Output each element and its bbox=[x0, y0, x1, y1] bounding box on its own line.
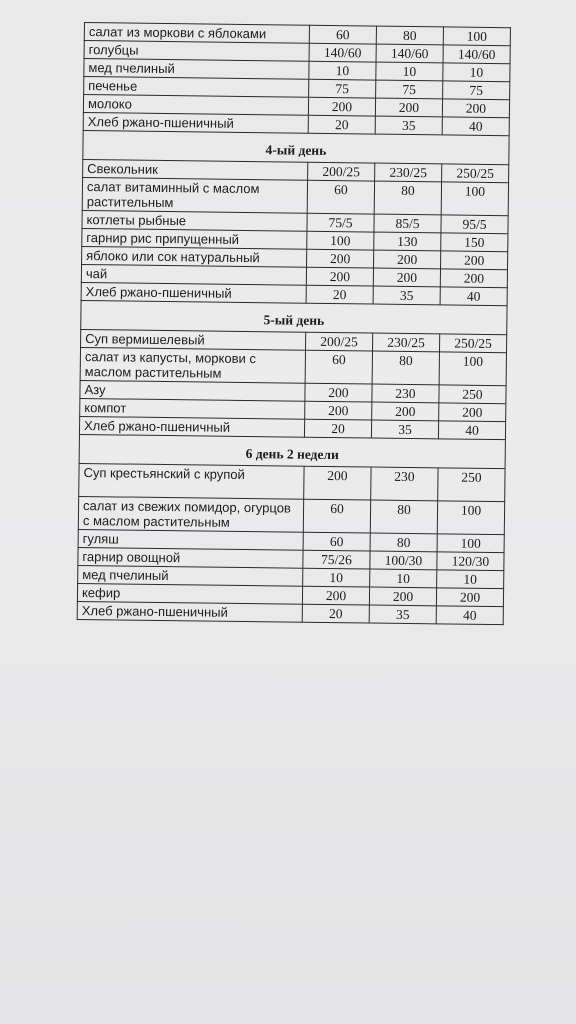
portion-value: 20 bbox=[308, 115, 375, 134]
portion-value: 200 bbox=[436, 588, 503, 607]
portion-value: 20 bbox=[304, 419, 371, 438]
portion-value: 130 bbox=[374, 232, 441, 251]
portion-value: 140/60 bbox=[443, 45, 510, 64]
portion-value: 250/25 bbox=[439, 334, 506, 353]
dish-name: салат витаминный с маслом растительным bbox=[82, 177, 307, 213]
portion-value: 200 bbox=[305, 401, 372, 420]
portion-value: 140/60 bbox=[376, 44, 443, 63]
portion-value: 100 bbox=[441, 182, 508, 216]
dish-name: печенье bbox=[84, 77, 309, 98]
portion-value: 35 bbox=[373, 286, 440, 305]
portion-value: 10 bbox=[443, 63, 510, 82]
portion-value: 100 bbox=[437, 534, 504, 553]
portion-value: 230 bbox=[372, 384, 439, 403]
portion-value: 200 bbox=[308, 97, 375, 116]
dish-name: гуляш bbox=[78, 529, 303, 550]
portion-value: 40 bbox=[436, 606, 503, 625]
dish-name: чай bbox=[81, 264, 306, 285]
portion-value: 80 bbox=[374, 181, 441, 215]
portion-value: 250/25 bbox=[442, 164, 509, 183]
portion-value: 10 bbox=[376, 62, 443, 81]
portion-value: 35 bbox=[369, 605, 436, 624]
portion-value: 20 bbox=[306, 285, 373, 304]
portion-value: 85/5 bbox=[374, 214, 441, 233]
dish-name: салат из свежих помидор, огурцов с маслом растительным bbox=[78, 496, 303, 532]
portion-value: 75 bbox=[376, 80, 443, 99]
portion-value: 200/25 bbox=[308, 162, 375, 181]
portion-value: 150 bbox=[441, 233, 508, 252]
portion-value: 100/30 bbox=[370, 551, 437, 570]
dish-name: мед пчелиный bbox=[78, 565, 303, 586]
portion-value: 60 bbox=[309, 25, 376, 44]
dish-name: гарнир овощной bbox=[78, 547, 303, 568]
table-row bbox=[78, 496, 504, 534]
portion-value: 230/25 bbox=[373, 333, 440, 352]
dish-name: Свекольник bbox=[83, 159, 308, 180]
portion-value: 60 bbox=[305, 350, 372, 384]
portion-value: 40 bbox=[442, 117, 509, 136]
portion-value: 100 bbox=[439, 352, 506, 386]
day-title: 6 день 2 недели bbox=[79, 434, 505, 468]
portion-value: 60 bbox=[303, 532, 370, 551]
dish-name: Хлеб ржано-пшеничный bbox=[77, 601, 302, 622]
portion-value: 35 bbox=[375, 116, 442, 135]
portion-value: 200 bbox=[304, 466, 371, 500]
dish-name: голубцы bbox=[84, 41, 309, 62]
portion-value: 120/30 bbox=[437, 552, 504, 571]
table-row bbox=[77, 601, 503, 624]
portion-value: 100 bbox=[443, 27, 510, 46]
dish-name: гарнир рис припущенный bbox=[82, 228, 307, 249]
portion-value: 200 bbox=[439, 403, 506, 422]
portion-value: 20 bbox=[302, 604, 369, 623]
menu-table-body bbox=[77, 23, 510, 625]
day-title: 5-ый день bbox=[81, 300, 507, 334]
portion-value: 200 bbox=[440, 269, 507, 288]
portion-value: 200 bbox=[373, 268, 440, 287]
portion-value: 140/60 bbox=[309, 43, 376, 62]
portion-value: 200 bbox=[305, 383, 372, 402]
table-row bbox=[79, 463, 505, 501]
portion-value: 200 bbox=[375, 98, 442, 117]
dish-name: Хлеб ржано-пшеничный bbox=[81, 282, 306, 303]
menu-table bbox=[77, 22, 511, 625]
portion-value: 10 bbox=[370, 569, 437, 588]
dish-name: котлеты рыбные bbox=[82, 210, 307, 231]
dish-name: Азу bbox=[80, 380, 305, 401]
portion-value: 230/25 bbox=[375, 163, 442, 182]
day-title: 4-ый день bbox=[83, 130, 509, 164]
portion-value: 10 bbox=[303, 568, 370, 587]
portion-value: 200 bbox=[374, 250, 441, 269]
portion-value: 200 bbox=[369, 587, 436, 606]
portion-value: 80 bbox=[376, 26, 443, 45]
dish-name: Хлеб ржано-пшеничный bbox=[79, 416, 304, 437]
dish-name: салат из моркови с яблоками bbox=[84, 23, 309, 44]
portion-value: 10 bbox=[437, 570, 504, 589]
dish-name: компот bbox=[80, 398, 305, 419]
portion-value: 230 bbox=[371, 467, 438, 501]
dish-name: мед пчелиный bbox=[84, 59, 309, 80]
portion-value: 250 bbox=[438, 468, 505, 502]
portion-value: 100 bbox=[437, 501, 504, 535]
table-row bbox=[82, 177, 508, 215]
portion-value: 60 bbox=[307, 180, 374, 214]
portion-value: 40 bbox=[438, 421, 505, 440]
portion-value: 75/26 bbox=[303, 550, 370, 569]
portion-value: 80 bbox=[372, 351, 439, 385]
table-row bbox=[80, 347, 506, 385]
portion-value: 200 bbox=[442, 99, 509, 118]
dish-name: Суп крестьянский с крупой bbox=[79, 463, 304, 499]
portion-value: 200 bbox=[372, 402, 439, 421]
portion-value: 40 bbox=[440, 287, 507, 306]
portion-value: 200/25 bbox=[306, 332, 373, 351]
portion-value: 60 bbox=[303, 499, 370, 533]
portion-value: 100 bbox=[307, 231, 374, 250]
dish-name: кефир bbox=[77, 583, 302, 604]
portion-value: 80 bbox=[370, 533, 437, 552]
dish-name: Суп вермишелевый bbox=[81, 329, 306, 350]
portion-value: 75/5 bbox=[307, 213, 374, 232]
portion-value: 200 bbox=[302, 586, 369, 605]
dish-name: салат из капусты, моркови с маслом растительным bbox=[80, 347, 305, 383]
portion-value: 75 bbox=[443, 81, 510, 100]
portion-value: 250 bbox=[439, 385, 506, 404]
dish-name: молоко bbox=[83, 95, 308, 116]
portion-value: 35 bbox=[371, 420, 438, 439]
portion-value: 75 bbox=[309, 79, 376, 98]
dish-name: Хлеб ржано-пшеничный bbox=[83, 112, 308, 133]
portion-value: 200 bbox=[307, 249, 374, 268]
portion-value: 200 bbox=[441, 251, 508, 270]
portion-value: 200 bbox=[306, 267, 373, 286]
portion-value: 10 bbox=[309, 61, 376, 80]
portion-value: 80 bbox=[370, 500, 437, 534]
portion-value: 95/5 bbox=[441, 215, 508, 234]
dish-name: яблоко или сок натуральный bbox=[82, 246, 307, 267]
